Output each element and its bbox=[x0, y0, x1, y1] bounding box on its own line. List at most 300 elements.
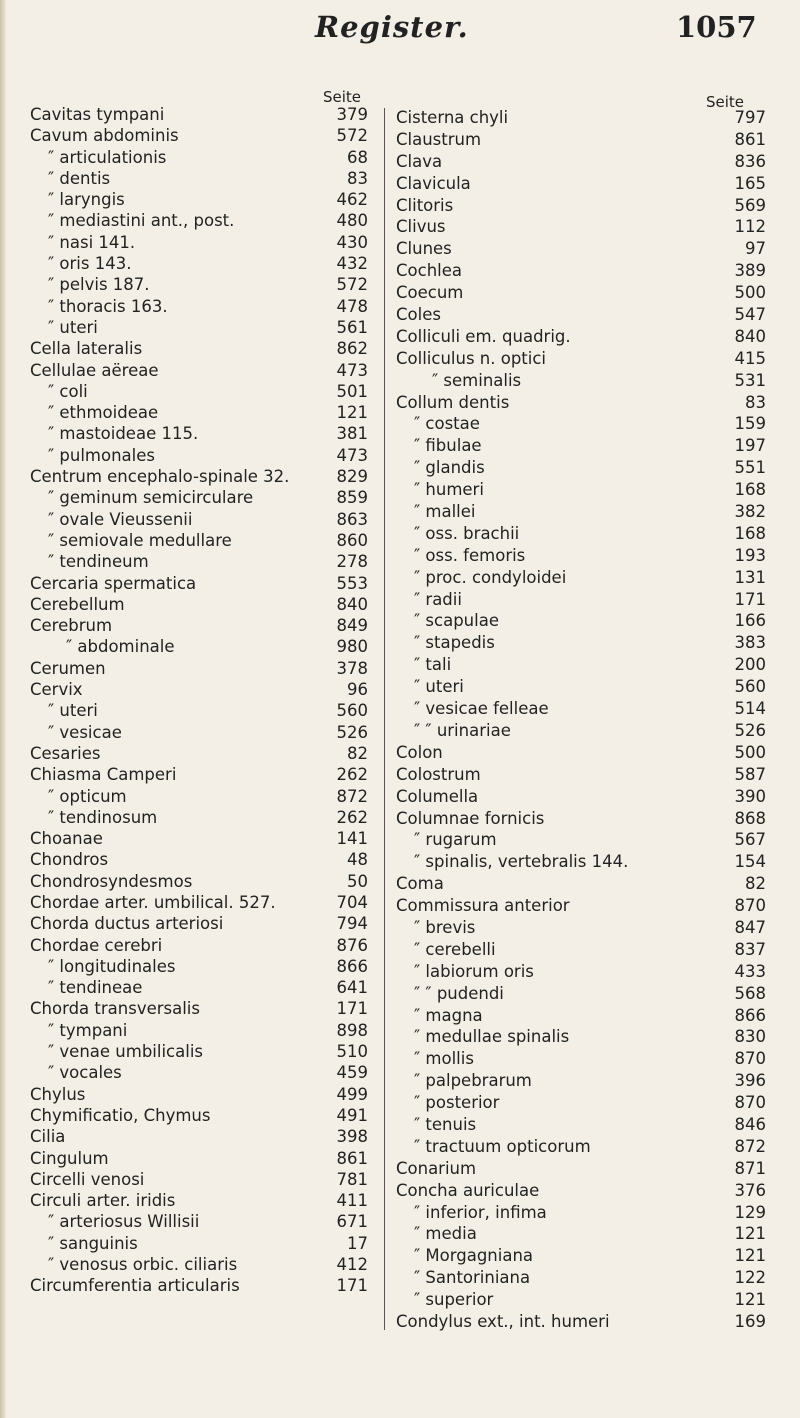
entry-term: ″ pulmonales bbox=[48, 445, 155, 465]
index-entry bbox=[396, 742, 766, 764]
index-entry bbox=[30, 786, 370, 807]
entry-page: 840 bbox=[734, 326, 766, 346]
index-entry bbox=[30, 125, 370, 146]
index-entry bbox=[30, 423, 370, 444]
index-entry bbox=[30, 871, 370, 892]
entry-term: Centrum encephalo-spinale 32. bbox=[30, 467, 290, 487]
index-entry bbox=[396, 195, 766, 217]
entry-term: ″ arteriosus Willisii bbox=[48, 1212, 200, 1232]
index-entry bbox=[30, 360, 370, 381]
entry-term: Cerebrum bbox=[30, 616, 113, 636]
index-entry bbox=[396, 786, 766, 808]
entry-term: Coles bbox=[396, 305, 441, 325]
seite-label-right: Seite bbox=[706, 93, 745, 111]
index-entry bbox=[396, 939, 766, 961]
entry-page: 514 bbox=[734, 699, 766, 719]
index-entry bbox=[396, 1245, 766, 1267]
index-entry bbox=[30, 1148, 370, 1169]
seite-label-left: Seite bbox=[323, 88, 362, 106]
index-entry bbox=[30, 466, 370, 487]
index-entry bbox=[396, 961, 766, 983]
entry-page: 829 bbox=[336, 467, 368, 487]
entry-page: 980 bbox=[336, 637, 368, 657]
entry-term: Chiasma Camperi bbox=[30, 765, 177, 785]
entry-term: ″ medullae spinalis bbox=[414, 1027, 570, 1047]
index-entry bbox=[396, 1136, 766, 1158]
entry-term: ″ dentis bbox=[48, 168, 111, 188]
entry-term: Conarium bbox=[396, 1158, 477, 1178]
entry-term: Cervix bbox=[30, 680, 83, 700]
entry-term: Clava bbox=[396, 151, 443, 171]
index-entry bbox=[396, 1223, 766, 1245]
entry-term: ″ fibulae bbox=[414, 436, 482, 456]
entry-page: 121 bbox=[734, 1246, 766, 1266]
entry-page: 861 bbox=[336, 1148, 368, 1168]
entry-term: ″ ovale Vieussenii bbox=[48, 509, 193, 529]
entry-term: Cavitas tympani bbox=[30, 105, 165, 124]
entry-term: Coma bbox=[396, 874, 444, 894]
entry-page: 870 bbox=[734, 896, 766, 916]
entry-page: 82 bbox=[745, 874, 766, 894]
entry-term: ″ mallei bbox=[414, 502, 476, 522]
entry-page: 433 bbox=[734, 961, 766, 981]
index-entry bbox=[396, 1267, 766, 1289]
entry-term: Cerebellum bbox=[30, 594, 125, 614]
index-entry bbox=[396, 829, 766, 851]
index-entry bbox=[396, 326, 766, 348]
entry-page: 480 bbox=[336, 211, 368, 231]
entry-page: 898 bbox=[336, 1020, 368, 1040]
entry-page: 526 bbox=[734, 720, 766, 740]
index-entry bbox=[396, 129, 766, 151]
entry-term: Colliculi em. quadrig. bbox=[396, 326, 571, 346]
entry-term: ″ tractuum opticorum bbox=[414, 1136, 591, 1156]
entry-page: 473 bbox=[336, 445, 368, 465]
entry-page: 572 bbox=[336, 126, 368, 146]
index-column-right bbox=[396, 107, 766, 1333]
entry-page: 547 bbox=[734, 305, 766, 325]
entry-page: 847 bbox=[734, 917, 766, 937]
index-entry bbox=[396, 720, 766, 742]
entry-page: 129 bbox=[734, 1202, 766, 1222]
entry-page: 840 bbox=[336, 594, 368, 614]
entry-term: ″ nasi 141. bbox=[48, 232, 136, 252]
entry-term: ″ oris 143. bbox=[48, 254, 132, 274]
entry-term: Coecum bbox=[396, 283, 464, 303]
entry-page: 165 bbox=[734, 173, 766, 193]
entry-term: ″ laryngis bbox=[48, 190, 125, 210]
entry-term: Cercaria spermatica bbox=[30, 573, 197, 593]
entry-page: 500 bbox=[734, 742, 766, 762]
entry-page: 671 bbox=[336, 1212, 368, 1232]
index-entry bbox=[396, 873, 766, 895]
entry-term: Collum dentis bbox=[396, 392, 510, 412]
entry-term: ″ uteri bbox=[414, 677, 464, 697]
entry-page: 462 bbox=[336, 190, 368, 210]
entry-term: ″ mediastini ant., post. bbox=[48, 211, 235, 231]
entry-term: ″ sanguinis bbox=[48, 1233, 138, 1253]
entry-term: ″ semiovale medullare bbox=[48, 530, 232, 550]
entry-term: Chondros bbox=[30, 850, 109, 870]
entry-page: 48 bbox=[347, 850, 368, 870]
index-entry bbox=[30, 722, 370, 743]
entry-page: 396 bbox=[734, 1071, 766, 1091]
entry-term: ″ opticum bbox=[48, 786, 127, 806]
entry-page: 849 bbox=[336, 616, 368, 636]
entry-page: 872 bbox=[336, 786, 368, 806]
index-entry bbox=[396, 654, 766, 676]
index-entry bbox=[30, 1275, 370, 1296]
index-entry bbox=[396, 173, 766, 195]
entry-term: ″ tendinosum bbox=[48, 807, 158, 827]
entry-term: Claustrum bbox=[396, 129, 482, 149]
entry-term: Cingulum bbox=[30, 1148, 109, 1168]
index-entry bbox=[396, 1005, 766, 1027]
index-entry bbox=[396, 1114, 766, 1136]
entry-page: 166 bbox=[734, 611, 766, 631]
entry-term: Chorda transversalis bbox=[30, 999, 200, 1019]
index-entry bbox=[396, 435, 766, 457]
entry-page: 641 bbox=[336, 978, 368, 998]
entry-page: 459 bbox=[336, 1063, 368, 1083]
entry-page: 499 bbox=[336, 1084, 368, 1104]
index-entry bbox=[396, 282, 766, 304]
index-entry bbox=[30, 210, 370, 231]
index-entry bbox=[30, 1062, 370, 1083]
index-entry bbox=[396, 392, 766, 414]
entry-term: ″ brevis bbox=[414, 917, 476, 937]
entry-page: 500 bbox=[734, 283, 766, 303]
entry-term: ″ tendineae bbox=[48, 978, 143, 998]
entry-term: ″ humeri bbox=[414, 480, 484, 500]
entry-term: Colon bbox=[396, 742, 443, 762]
entry-term: ″ coli bbox=[48, 381, 88, 401]
entry-page: 121 bbox=[734, 1224, 766, 1244]
entry-term: ″ geminum semicirculare bbox=[48, 488, 254, 508]
entry-term: ″ pelvis 187. bbox=[48, 275, 150, 295]
entry-page: 430 bbox=[336, 232, 368, 252]
index-entry bbox=[30, 189, 370, 210]
index-entry bbox=[396, 610, 766, 632]
page-edge bbox=[0, 0, 6, 1418]
entry-term: Colostrum bbox=[396, 764, 481, 784]
entry-term: Chorda ductus arteriosi bbox=[30, 914, 224, 934]
index-entry bbox=[30, 232, 370, 253]
entry-term: ″ proc. condyloidei bbox=[414, 567, 567, 587]
entry-term: ″ uteri bbox=[48, 317, 98, 337]
entry-page: 432 bbox=[336, 254, 368, 274]
entry-term: ″ Santoriniana bbox=[414, 1268, 531, 1288]
index-entry bbox=[30, 317, 370, 338]
entry-term: ″ tendineum bbox=[48, 552, 149, 572]
index-entry bbox=[30, 487, 370, 508]
entry-page: 510 bbox=[336, 1042, 368, 1062]
entry-term: Chordae cerebri bbox=[30, 935, 163, 955]
index-entry bbox=[30, 381, 370, 402]
entry-term: Chymificatio, Chymus bbox=[30, 1105, 211, 1125]
index-entry bbox=[396, 457, 766, 479]
index-entry bbox=[30, 615, 370, 636]
entry-term: ″ venosus orbic. ciliaris bbox=[48, 1255, 238, 1275]
entry-page: 836 bbox=[734, 151, 766, 171]
entry-page: 863 bbox=[336, 509, 368, 529]
entry-page: 96 bbox=[347, 680, 368, 700]
index-entry bbox=[30, 530, 370, 551]
entry-page: 781 bbox=[336, 1169, 368, 1189]
entry-page: 830 bbox=[734, 1027, 766, 1047]
index-entry bbox=[30, 658, 370, 679]
index-entry bbox=[30, 1126, 370, 1147]
entry-term: ″ ″ pudendi bbox=[414, 983, 504, 1003]
entry-page: 862 bbox=[336, 339, 368, 359]
entry-page: 872 bbox=[734, 1136, 766, 1156]
index-entry bbox=[396, 1048, 766, 1070]
index-entry bbox=[396, 545, 766, 567]
entry-page: 491 bbox=[336, 1105, 368, 1125]
index-entry bbox=[396, 523, 766, 545]
entry-page: 50 bbox=[347, 871, 368, 891]
index-entry bbox=[396, 304, 766, 326]
entry-page: 381 bbox=[336, 424, 368, 444]
entry-page: 871 bbox=[734, 1158, 766, 1178]
entry-page: 526 bbox=[336, 722, 368, 742]
entry-term: ″ superior bbox=[414, 1290, 494, 1310]
entry-term: ″ posterior bbox=[414, 1093, 500, 1113]
index-column-left bbox=[30, 104, 370, 1297]
entry-page: 159 bbox=[734, 414, 766, 434]
entry-page: 794 bbox=[336, 914, 368, 934]
index-entry bbox=[396, 107, 766, 129]
index-entry bbox=[30, 1020, 370, 1041]
entry-page: 704 bbox=[336, 892, 368, 912]
index-entry bbox=[396, 632, 766, 654]
index-entry bbox=[30, 977, 370, 998]
index-entry bbox=[30, 743, 370, 764]
entry-page: 837 bbox=[734, 939, 766, 959]
entry-page: 567 bbox=[734, 830, 766, 850]
entry-term: ″ abdominale bbox=[66, 637, 175, 657]
entry-term: Clavicula bbox=[396, 173, 471, 193]
entry-page: 378 bbox=[336, 658, 368, 678]
index-entry bbox=[396, 216, 766, 238]
index-entry bbox=[30, 1190, 370, 1211]
index-entry bbox=[396, 1311, 766, 1333]
index-entry bbox=[30, 253, 370, 274]
index-entry bbox=[396, 238, 766, 260]
index-entry bbox=[30, 551, 370, 572]
entry-page: 154 bbox=[734, 852, 766, 872]
entry-page: 560 bbox=[336, 701, 368, 721]
entry-page: 478 bbox=[336, 296, 368, 316]
entry-term: ″ inferior, infima bbox=[414, 1202, 547, 1222]
index-entry bbox=[396, 479, 766, 501]
entry-page: 197 bbox=[734, 436, 766, 456]
entry-term: ″ mastoideae 115. bbox=[48, 424, 199, 444]
entry-term: ″ seminalis bbox=[432, 370, 522, 390]
index-entry bbox=[30, 338, 370, 359]
entry-page: 846 bbox=[734, 1114, 766, 1134]
entry-page: 376 bbox=[734, 1180, 766, 1200]
index-entry bbox=[396, 983, 766, 1005]
entry-page: 411 bbox=[336, 1191, 368, 1211]
entry-term: Circuli arter. iridis bbox=[30, 1191, 176, 1211]
entry-page: 568 bbox=[734, 983, 766, 1003]
index-entry bbox=[30, 764, 370, 785]
entry-page: 870 bbox=[734, 1049, 766, 1069]
entry-page: 83 bbox=[745, 392, 766, 412]
index-entry bbox=[30, 147, 370, 168]
index-entry bbox=[30, 1211, 370, 1232]
entry-term: ″ ″ urinariae bbox=[414, 720, 511, 740]
entry-term: ″ vesicae felleae bbox=[414, 699, 549, 719]
column-divider bbox=[384, 108, 385, 1330]
entry-term: Cerumen bbox=[30, 658, 106, 678]
entry-page: 860 bbox=[336, 530, 368, 550]
entry-term: Cochlea bbox=[396, 261, 462, 281]
index-entry bbox=[396, 764, 766, 786]
entry-term: ″ ethmoideae bbox=[48, 403, 159, 423]
entry-term: Circelli venosi bbox=[30, 1169, 145, 1189]
index-entry bbox=[396, 413, 766, 435]
index-entry bbox=[30, 849, 370, 870]
entry-page: 382 bbox=[734, 502, 766, 522]
index-entry bbox=[30, 998, 370, 1019]
entry-term: Colliculus n. optici bbox=[396, 348, 547, 368]
entry-page: 168 bbox=[734, 480, 766, 500]
entry-term: Cella lateralis bbox=[30, 339, 143, 359]
entry-term: ″ mollis bbox=[414, 1049, 474, 1069]
entry-page: 278 bbox=[336, 552, 368, 572]
entry-term: ″ venae umbilicalis bbox=[48, 1042, 203, 1062]
entry-page: 82 bbox=[347, 743, 368, 763]
index-entry bbox=[30, 1254, 370, 1275]
entry-term: ″ media bbox=[414, 1224, 477, 1244]
index-entry bbox=[396, 151, 766, 173]
index-entry bbox=[30, 594, 370, 615]
page-number: 1057 bbox=[676, 10, 757, 44]
entry-page: 569 bbox=[734, 195, 766, 215]
index-entry bbox=[396, 1202, 766, 1224]
index-entry bbox=[396, 260, 766, 282]
index-entry bbox=[396, 698, 766, 720]
index-entry bbox=[396, 501, 766, 523]
entry-term: ″ vesicae bbox=[48, 722, 122, 742]
index-entry bbox=[30, 636, 370, 657]
index-entry bbox=[396, 1180, 766, 1202]
entry-page: 561 bbox=[336, 317, 368, 337]
entry-page: 121 bbox=[336, 403, 368, 423]
entry-term: Clitoris bbox=[396, 195, 454, 215]
entry-term: Cilia bbox=[30, 1127, 66, 1147]
index-entry bbox=[30, 892, 370, 913]
entry-page: 861 bbox=[734, 129, 766, 149]
entry-page: 171 bbox=[336, 999, 368, 1019]
index-entry bbox=[30, 1169, 370, 1190]
index-entry bbox=[396, 917, 766, 939]
index-entry bbox=[30, 168, 370, 189]
index-entry bbox=[30, 1105, 370, 1126]
entry-term: Concha auriculae bbox=[396, 1180, 540, 1200]
entry-term: ″ tali bbox=[414, 655, 452, 675]
entry-term: Columnae fornicis bbox=[396, 808, 545, 828]
index-entry bbox=[396, 1070, 766, 1092]
entry-term: ″ scapulae bbox=[414, 611, 499, 631]
entry-page: 171 bbox=[336, 1276, 368, 1296]
index-entry bbox=[30, 445, 370, 466]
entry-term: Chylus bbox=[30, 1084, 86, 1104]
entry-page: 262 bbox=[336, 807, 368, 827]
entry-term: Clunes bbox=[396, 239, 452, 259]
entry-term: Condylus ext., int. humeri bbox=[396, 1311, 610, 1331]
index-entry bbox=[30, 509, 370, 530]
entry-page: 17 bbox=[347, 1233, 368, 1253]
entry-page: 131 bbox=[734, 567, 766, 587]
index-entry bbox=[396, 1289, 766, 1311]
entry-term: ″ radii bbox=[414, 589, 462, 609]
index-entry bbox=[396, 348, 766, 370]
entry-page: 389 bbox=[734, 261, 766, 281]
entry-page: 200 bbox=[734, 655, 766, 675]
entry-page: 262 bbox=[336, 765, 368, 785]
index-entry bbox=[396, 370, 766, 392]
index-entry bbox=[30, 956, 370, 977]
entry-page: 112 bbox=[734, 217, 766, 237]
entry-term: ″ uteri bbox=[48, 701, 98, 721]
entry-term: Circumferentia articularis bbox=[30, 1276, 240, 1296]
index-entry bbox=[30, 828, 370, 849]
entry-page: 171 bbox=[734, 589, 766, 609]
index-entry bbox=[30, 573, 370, 594]
entry-page: 553 bbox=[336, 573, 368, 593]
entry-term: ″ magna bbox=[414, 1005, 483, 1025]
index-entry bbox=[30, 104, 370, 125]
entry-page: 169 bbox=[734, 1311, 766, 1331]
entry-term: ″ oss. brachii bbox=[414, 523, 520, 543]
entry-term: Choanae bbox=[30, 829, 103, 849]
entry-term: ″ thoracis 163. bbox=[48, 296, 168, 316]
entry-page: 473 bbox=[336, 360, 368, 380]
entry-page: 572 bbox=[336, 275, 368, 295]
entry-page: 876 bbox=[336, 935, 368, 955]
index-entry bbox=[30, 1084, 370, 1105]
entry-page: 383 bbox=[734, 633, 766, 653]
index-entry bbox=[30, 913, 370, 934]
entry-page: 560 bbox=[734, 677, 766, 697]
entry-term: ″ glandis bbox=[414, 458, 485, 478]
entry-page: 859 bbox=[336, 488, 368, 508]
entry-term: ″ longitudinales bbox=[48, 956, 176, 976]
entry-page: 531 bbox=[734, 370, 766, 390]
index-entry bbox=[396, 567, 766, 589]
entry-term: Columella bbox=[396, 786, 479, 806]
entry-term: Chondrosyndesmos bbox=[30, 871, 193, 891]
entry-term: Cesaries bbox=[30, 743, 101, 763]
entry-page: 141 bbox=[336, 829, 368, 849]
index-entry bbox=[30, 296, 370, 317]
entry-page: 870 bbox=[734, 1093, 766, 1113]
entry-page: 587 bbox=[734, 764, 766, 784]
entry-page: 193 bbox=[734, 545, 766, 565]
entry-page: 390 bbox=[734, 786, 766, 806]
entry-term: Chordae arter. umbilical. 527. bbox=[30, 892, 276, 912]
entry-term: ″ stapedis bbox=[414, 633, 495, 653]
entry-page: 412 bbox=[336, 1255, 368, 1275]
index-entry bbox=[396, 676, 766, 698]
entry-page: 866 bbox=[336, 956, 368, 976]
entry-term: Cisterna chyli bbox=[396, 108, 509, 127]
index-entry bbox=[396, 1158, 766, 1180]
entry-page: 97 bbox=[745, 239, 766, 259]
